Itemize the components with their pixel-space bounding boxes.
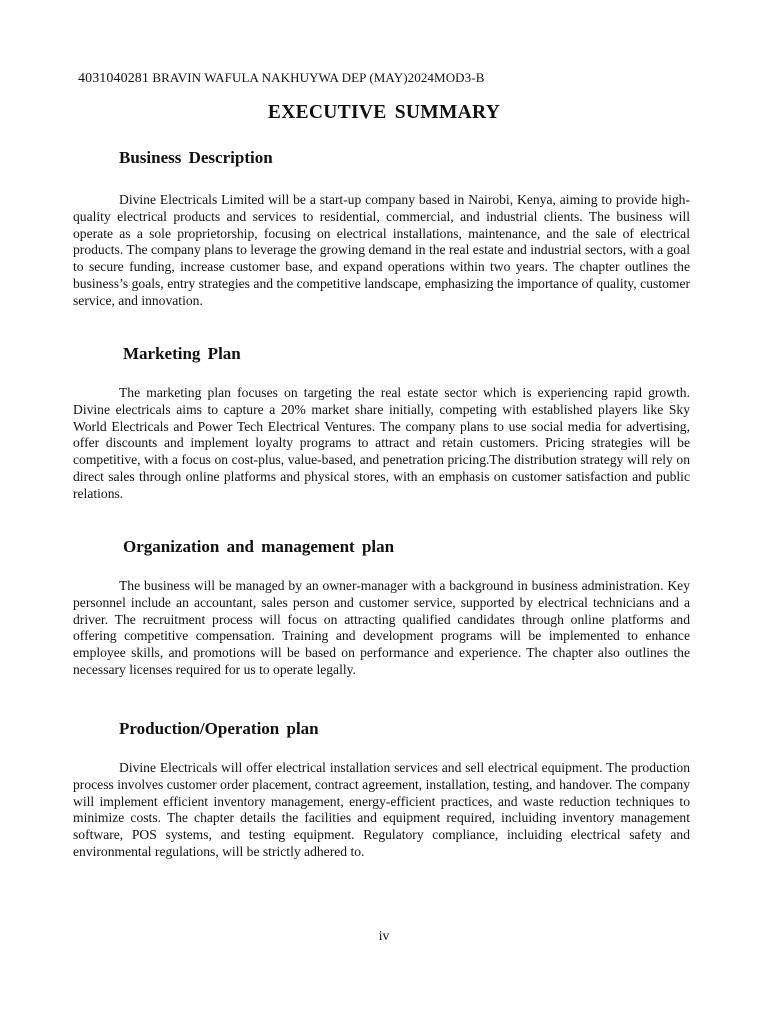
section-heading-business-description: Business Description <box>119 148 273 167</box>
student-id: 4031040281 <box>78 71 149 86</box>
section-heading-production-operation: Production/Operation plan <box>119 719 319 738</box>
section-body-business-description: Divine Electricals Limited will be a start-up company based in Nairobi, Kenya, aiming to provide high-quality electrical products and services to residential, commercial, and industrial clients. The business will operate as a sole proprietorship, focusing on electrical installations, maintenance, and the sale of electrical products. The company plans to leverage the growing demand in the real estate and industrial sectors, with a goal to secure funding, increase customer base, and expand operations within two years. The chapter outlines the business’s goals, entry strategies and the competitive landscape, emphasizing the importance of quality, customer service, and innovation. <box>73 192 690 308</box>
section-body-production-operation: Divine Electricals will offer electrical installation services and sell electrical equipment. The production process involves customer order placement, contract agreement, installation, testing, and handover. The company will implement efficient inventory management, energy-efficient practices, and waste reduction techniques to minimize costs. The chapter details the facilities and equipment required, incluiding inventory management software, POS systems, and testing equipment. Regulatory compliance, incluiding electrical safety and environmental regulations, will be strictly adhered to. <box>73 760 690 859</box>
section-heading-marketing-plan: Marketing Plan <box>123 344 241 363</box>
document-header <box>78 70 484 87</box>
page-title: EXECUTIVE SUMMARY <box>267 102 501 123</box>
section-body-marketing-plan: The marketing plan focuses on targeting the real estate sector which is experiencing rapid growth. Divine electricals aims to capture a 20% market share initially, competing with established players like Sky World Electricals and Power Tech Electrical Ventures. The company plans to use social media for advertising, offer discounts and implement loyalty programs to attract and retain customers. Pricing strategies will be competitive, with a focus on cost-plus, value-based, and penetration pricing.The distribution strategy will rely on direct sales through online platforms and physical stores, with an emphasis on customer satisfaction and public relations. <box>73 385 690 501</box>
section-body-organization-management: The business will be managed by an owner-manager with a background in business administration. Key personnel include an accountant, sales person and customer service, supported by electrical technicians and a driver. The recruitment process will focus on attracting qualified candidates through online platforms and offering competitive compensation. Training and development programs will be implemented to enhance employee skills, and promotions will be based on performance and experience. The chapter also outlines the necessary licenses required for us to operate legally. <box>73 578 690 677</box>
student-name-course: BRAVIN WAFULA NAKHUYWA DEP (MAY)2024MOD3-B <box>152 70 485 85</box>
section-heading-organization-management: Organization and management plan <box>123 537 395 556</box>
page-number: iv <box>378 928 390 943</box>
